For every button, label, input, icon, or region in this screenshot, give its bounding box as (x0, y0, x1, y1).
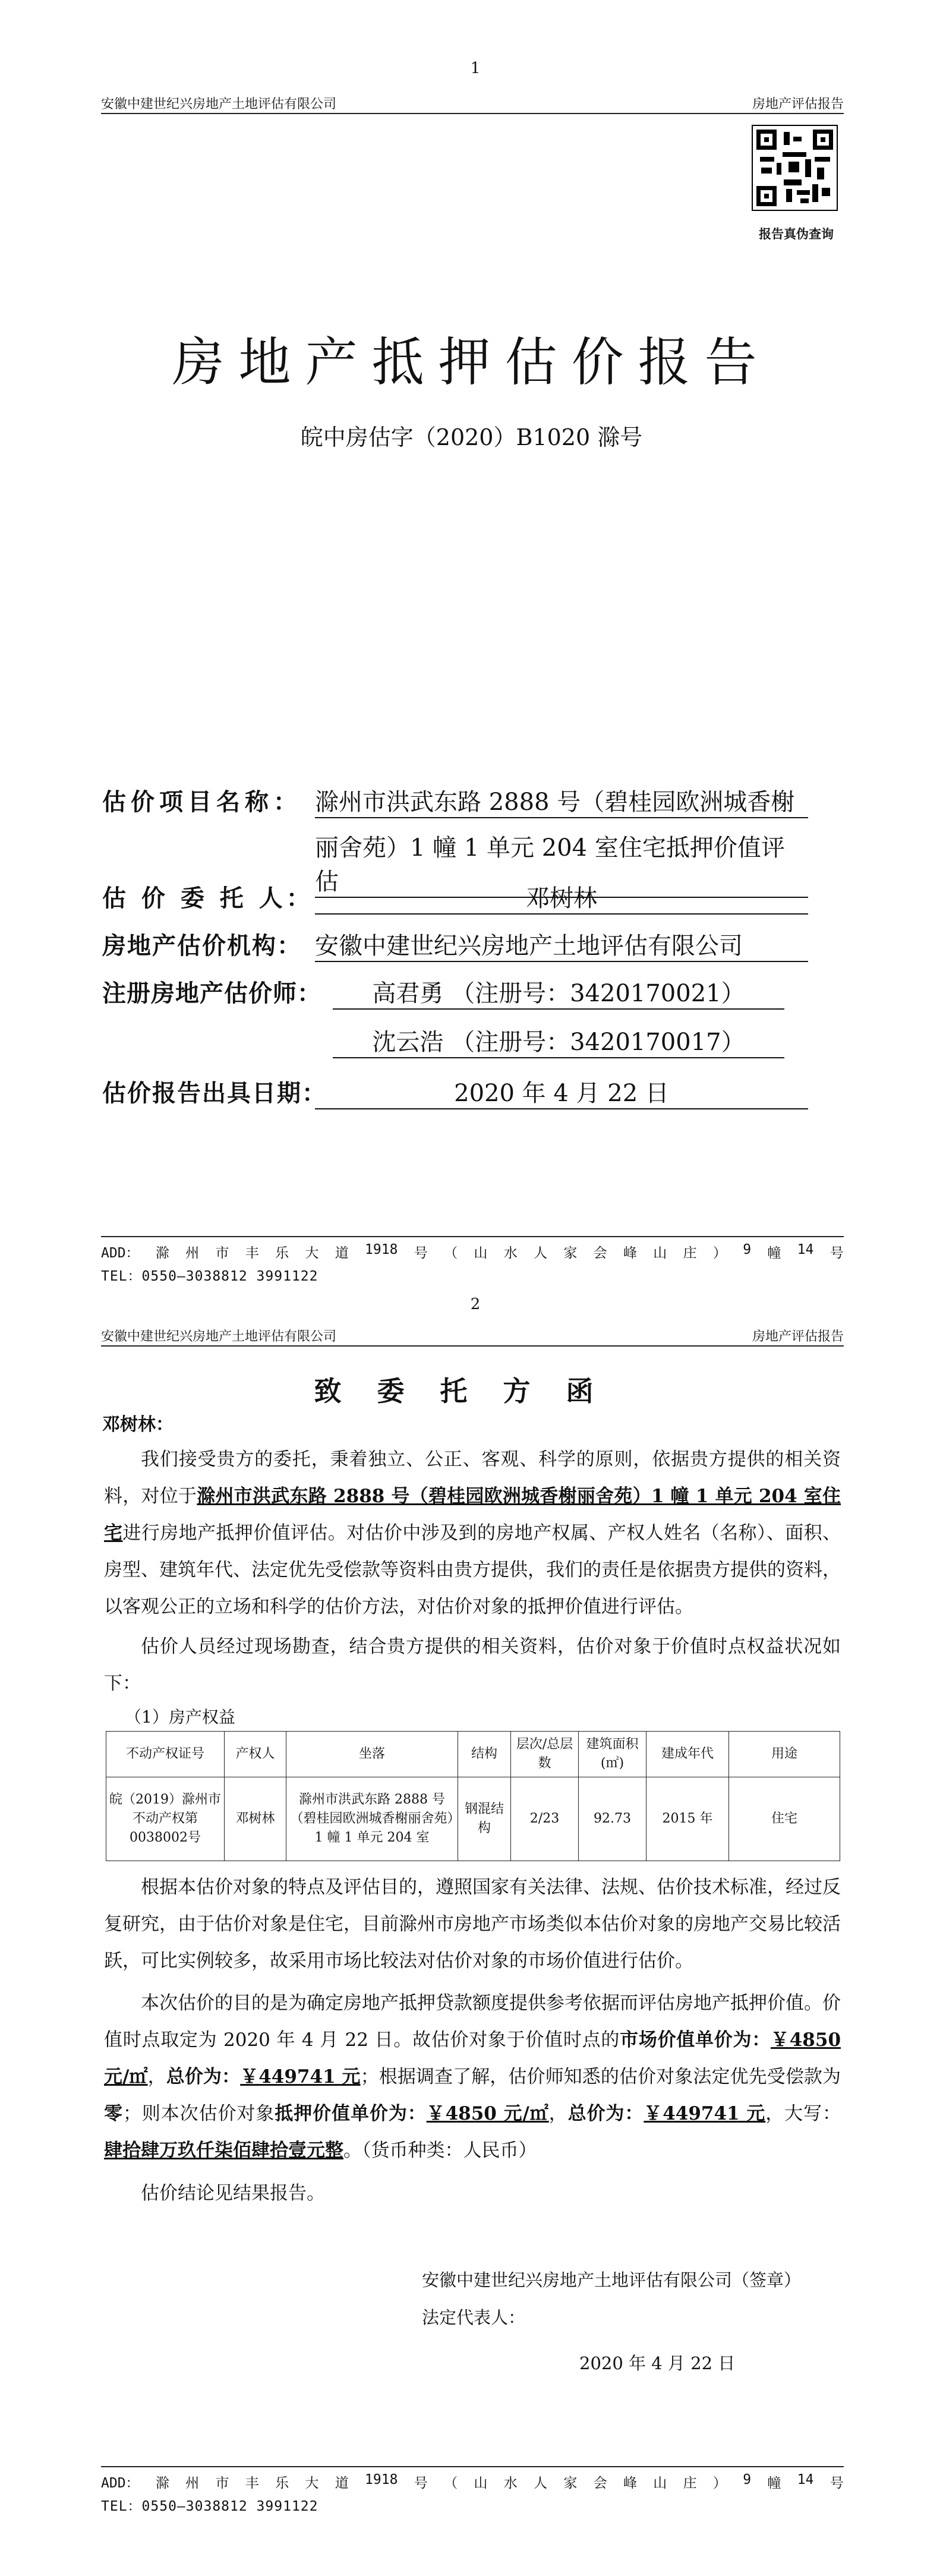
project-value-line2: 丽舍苑）1 幢 1 单元 204 室住宅抵押价值评估 (315, 829, 808, 898)
table-header: 产权人 (225, 1732, 286, 1777)
table-cell: 2015 年 (646, 1777, 729, 1861)
page-number: 1 (470, 59, 481, 77)
table-cell: 邓树林 (225, 1777, 286, 1861)
table-cell: 住宅 (729, 1777, 840, 1861)
table-row (106, 1777, 840, 1861)
table-header: 建筑面积(㎡) (579, 1732, 646, 1777)
table-header: 坐落 (286, 1732, 458, 1777)
signature-company: 安徽中建世纪兴房地产土地评估有限公司（签章） (422, 2270, 802, 2290)
header-company: 安徽中建世纪兴房地产土地评估有限公司 (101, 97, 337, 112)
table-header: 用途 (729, 1732, 840, 1777)
table-header: 层次/总层数 (511, 1732, 579, 1777)
agency-value: 安徽中建世纪兴房地产土地评估有限公司 (315, 927, 808, 962)
section-title: 致委托方函 (314, 1375, 629, 1407)
footer-tel: TEL：0550—3038812 3991122 (101, 2499, 318, 2514)
table-header: 建成年代 (646, 1732, 729, 1777)
report-number: 皖中房估字（2020）B1020 滁号 (300, 424, 643, 450)
signature-legal-rep: 法定代表人： (422, 2307, 526, 2328)
page-header (101, 94, 844, 114)
table-header: 不动产权证号 (106, 1732, 225, 1777)
letter-paragraph-1: 我们接受贵方的委托，秉着独立、公正、客观、科学的原则，依据贵方提供的相关资料，对位于滁州市洪武东路 2888 号（碧桂园欧洲城香榭丽舍苑）1 幢 1 单元 204 室住宅进行房地产抵押价值评估。对估价中涉及到的房地产权属、产权人姓名（名称）、面积、房型、建筑年代、法定优先受偿款等资料由贵方提供，我们的责任是依据贵方提供的资料，以客观公正的立场和科学的估价方法，对估价对象的抵押价值进行评估。 (104, 1449, 841, 1618)
table-cell: 钢混结构 (458, 1777, 511, 1861)
report-title: 房地产抵押估价报告 (172, 332, 771, 393)
footer-address: ADD： 滁 州 市 丰 乐 大 道 1918 号 （ 山 水 人 家 会 峰 山 庄 ） 9 幢 14 号 (101, 2472, 844, 2491)
table-cell: 2/23 (511, 1777, 579, 1861)
agency-label: 房地产估价机构： (102, 932, 302, 960)
appraiser-label: 注册房地产估价师： (102, 979, 321, 1007)
signature-date: 2020 年 4 月 22 日 (579, 2353, 736, 2373)
footer-address: ADD： 滁 州 市 丰 乐 大 道 1918 号 （ 山 水 人 家 会 峰 山 庄 ） 9 幢 14 号 (101, 1242, 844, 1261)
client-label: 估 价 委 托 人： (102, 884, 314, 912)
property-address: 滁州市洪武东路 2888 号（碧桂园欧洲城香榭丽舍苑）1 幢 1 单元 204 室住宅 (104, 1486, 841, 1544)
page-number: 2 (470, 1295, 481, 1313)
header-company: 安徽中建世纪兴房地产土地评估有限公司 (101, 1329, 337, 1344)
table-caption: （1）房产权益 (125, 1707, 235, 1727)
header-report-type: 房地产评估报告 (752, 97, 844, 112)
client-value: 邓树林 (315, 879, 808, 915)
page-footer (101, 1236, 844, 1285)
appraiser-2: 沈云浩 （注册号：3420170017） (333, 1023, 784, 1058)
page-header (101, 1326, 844, 1347)
appraiser-1: 高君勇 （注册号：3420170021） (333, 975, 784, 1010)
salutation: 邓树林： (102, 1414, 174, 1435)
letter-paragraph-2: 估价人员经过现场勘查，结合贵方提供的相关资料，估价对象于价值时点权益状况如下： (104, 1636, 841, 1694)
header-report-type: 房地产评估报告 (752, 1329, 844, 1344)
table-cell: 皖（2019）滁州市不动产权第0038002号 (106, 1777, 225, 1861)
footer-tel: TEL：0550—3038812 3991122 (101, 1269, 318, 1284)
qr-code-icon[interactable] (752, 125, 838, 211)
property-rights-table (106, 1731, 840, 1861)
letter-paragraph-3: 根据本估价对象的特点及评估目的，遵照国家有关法律、法规、估价技术标准，经过反复研究，由于估价对象是住宅，目前滁州市房地产市场类似本估价对象的房地产交易比较活跃，可比实例较多，故采用市场比较法对估价对象的市场价值进行估价。 (104, 1877, 841, 1972)
letter-paragraph-5: 估价结论见结果报告。 (141, 2183, 325, 2204)
date-label: 估价报告出具日期： (102, 1079, 327, 1107)
letter-paragraph-4: 本次估价的目的是为确定房地产抵押贷款额度提供参考依据而评估房地产抵押价值。价值时点取定为 2020 年 4 月 22 日。故估价对象于价值时点的市场价值单价为：￥4850 元/㎡，总价为：￥449741 元；根据调查了解，估价师知悉的估价对象法定优先受偿款为零；则本次估价对象抵押价值单价为：￥4850 元/㎡，总价为：￥449741 元，大写：肆拾肆万玖仟柒佰肆拾壹元整。（货币种类：人民币） (104, 1992, 841, 2161)
page-footer (101, 2466, 844, 2515)
table-cell: 滁州市洪武东路 2888 号（碧桂园欧洲城香榭丽舍苑）1 幢 1 单元 204 室 (286, 1777, 458, 1861)
project-value-line1: 滁州市洪武东路 2888 号（碧桂园欧洲城香榭 (315, 783, 808, 818)
table-header: 结构 (458, 1732, 511, 1777)
project-label: 估价项目名称： (102, 788, 302, 816)
table-cell: 92.73 (579, 1777, 646, 1861)
qr-caption: 报告真伪查询 (759, 226, 834, 241)
date-value: 2020 年 4 月 22 日 (315, 1074, 808, 1109)
